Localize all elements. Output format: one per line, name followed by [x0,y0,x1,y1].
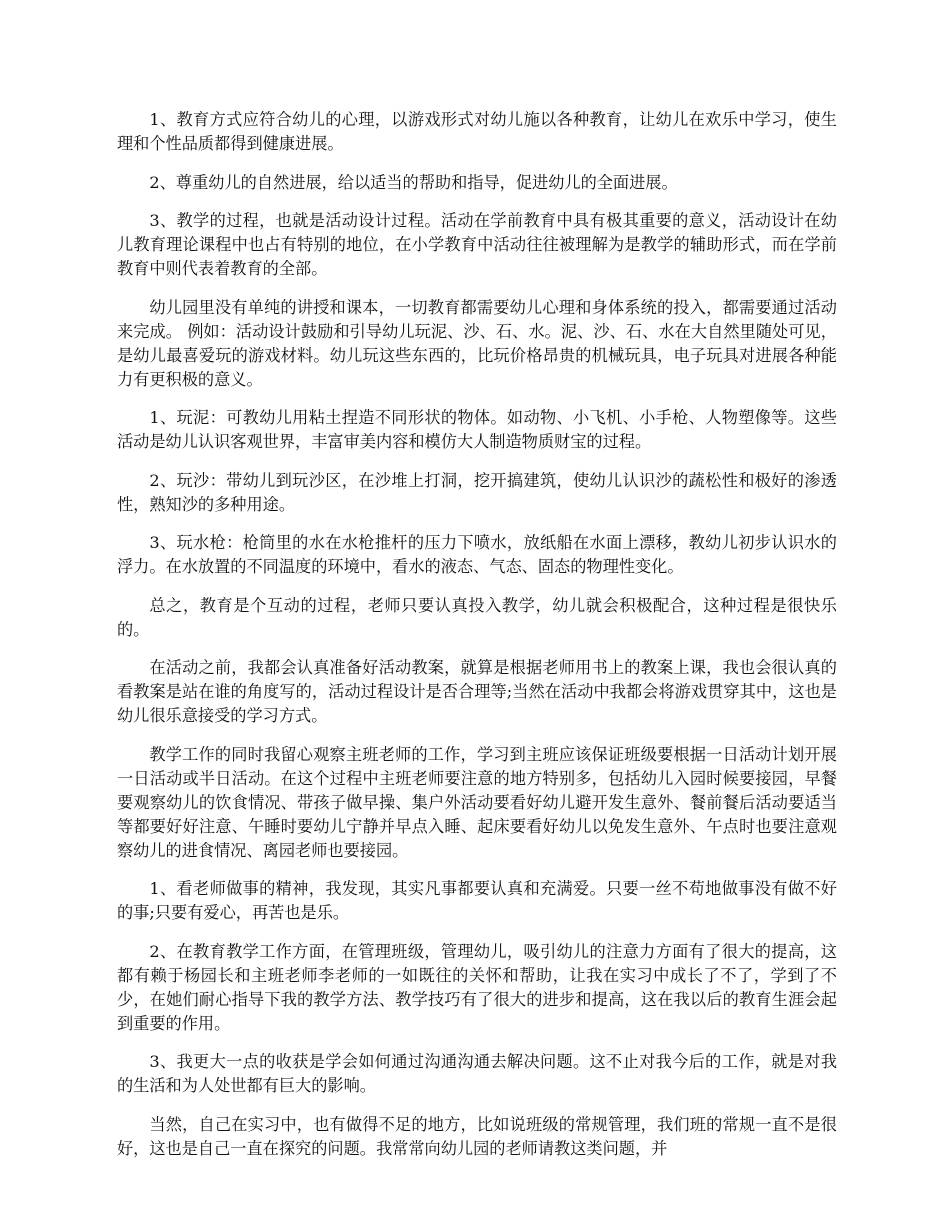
paragraph-1: 1、教育方式应符合幼儿的心理，以游戏形式对幼儿施以各种教育，让幼儿在欢乐中学习，使生理和个性品质都得到健康进展。 [117,110,837,153]
paragraph-7: 3、玩水枪：枪筒里的水在水枪推杆的压力下喷水，放纸船在水面上漂移，教幼儿初步认识水的浮力。在水放置的不同温度的环境中，看水的液态、气态、固态的物理性变化。 [117,533,837,576]
paragraph-2: 2、尊重幼儿的自然进展，给以适当的帮助和指导，促进幼儿的全面进展。 [149,172,678,192]
paragraph-3: 3、教学的过程，也就是活动设计过程。活动在学前教育中具有极其重要的意义，活动设计在幼儿教育理论课程中也占有特别的地位，在小学教育中活动往往被理解为是教学的辅助形式，而在学前教育中则代表着教育的全部。 [117,211,837,278]
paragraph-12: 2、在教育教学工作方面，在管理班级，管理幼儿，吸引幼儿的注意力方面有了很大的提高，这都有赖于杨园长和主班老师李老师的一如既往的关怀和帮助，让我在实习中成长了不了，学到了不少，在她们耐心指导下我的教学方法、教学技巧有了很大的进步和提高，这在我以后的教育生涯会起到重要的作用。 [117,941,837,1033]
paragraph-13: 3、我更大一点的收获是学会如何通过沟通沟通去解决问题。这不止对我今后的工作，就是对我的生活和为人处世都有巨大的影响。 [117,1052,837,1095]
paragraph-4: 幼儿园里没有单纯的讲授和课本，一切教育都需要幼儿心理和身体系统的投入，都需要通过活动来完成。 例如：活动设计鼓励和引导幼儿玩泥、沙、石、水。泥、沙、石、水在大自然里随处可见，是幼儿最喜爱玩的游戏材料。幼儿玩这些东西的，比玩价格昂贵的机械玩具，电子玩具对进展各种能力有更积极的意义。 [117,297,837,389]
paragraph-6: 2、玩沙：带幼儿到玩沙区，在沙堆上打洞，挖开搞建筑，使幼儿认识沙的蔬松性和极好的渗透性，熟知沙的多种用途。 [117,470,837,514]
paragraph-11: 1、看老师做事的精神，我发现，其实凡事都要认真和充满爱。只要一丝不苟地做事没有做不好的事;只要有爱心，再苦也是乐。 [117,879,837,922]
document-body [117,108,837,1175]
paragraph-5: 1、玩泥：可教幼儿用粘土捏造不同形状的物体。如动物、小飞机、小手枪、人物塑像等。这些活动是幼儿认识客观世界，丰富审美内容和模仿大人制造物质财宝的过程。 [117,408,837,451]
paragraph-9: 在活动之前，我都会认真准备好活动教案，就算是根据老师用书上的教案上课，我也会很认真的看教案是站在谁的角度写的，活动过程设计是否合理等;当然在活动中我都会将游戏贯穿其中，这也是幼儿很乐意接受的学习方式。 [117,658,837,725]
paragraph-10: 教学工作的同时我留心观察主班老师的工作，学习到主班应该保证班级要根据一日活动计划开展一日活动或半日活动。在这个过程中主班老师要注意的地方特别多，包括幼儿入园时候要接园，早餐要观察幼儿的饮食情况、带孩子做早操、集户外活动要看好幼儿避开发生意外、餐前餐后活动要适当等都要好好注意、午睡时要幼儿宁静并早点入睡、起床要看好幼儿以免发生意外、午点时也要注意观察幼儿的进食情况、离园老师也要接园。 [117,744,837,860]
paragraph-8: 总之，教育是个互动的过程，老师只要认真投入教学，幼儿就会积极配合，这种过程是很快乐的。 [117,595,837,639]
paragraph-14: 当然，自己在实习中，也有做得不足的地方，比如说班级的常规管理，我们班的常规一直不是很好，这也是自己一直在探究的问题。我常常向幼儿园的老师请教这类问题，并 [117,1114,837,1158]
